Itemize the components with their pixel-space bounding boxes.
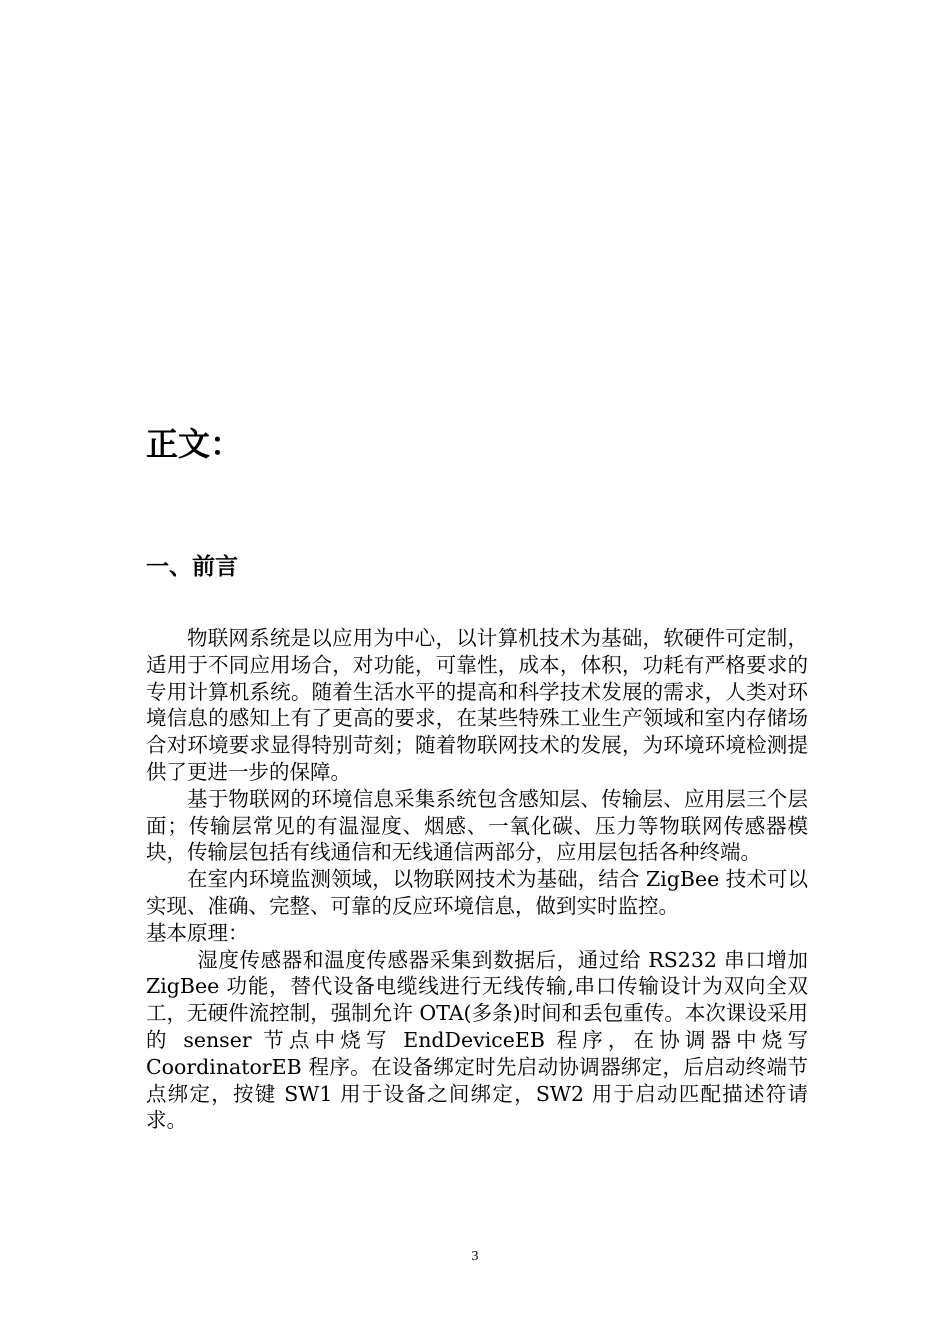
section-heading: 一、前言	[146, 554, 238, 580]
paragraph-basic-principle: 湿度传感器和温度传感器采集到数据后，通过给 RS232 串口增加 ZigBee 功能，替代设备电缆线进行无线传输,串口传输设计为双向全双工，无硬件流控制，强制允许 OTA(多条)时间和丢包重传。本次课设采用的 senser 节点中烧写 EndDeviceEB 程序，在协调器中烧写 CoordinatorEB 程序。在设备绑定时先启动协调器绑定，后启动终端节点绑定，按键 SW1 用于设备之间绑定，SW2 用于启动匹配描述符请求。	[146, 947, 808, 1133]
paragraph-introduction: 物联网系统是以应用为中心，以计算机技术为基础，软硬件可定制，适用于不同应用场合，对功能，可靠性，成本，体积，功耗有严格要求的专用计算机系统。随着生活水平的提高和科学技术发展的需求，人类对环境信息的感知上有了更高的要求，在某些特殊工业生产领域和室内存储场合对环境要求显得特别苛刻；随着物联网技术的发展，为环境环境检测提供了更进一步的保障。	[146, 626, 808, 784]
page-number: 3	[471, 1249, 479, 1264]
paragraph-basic-principle-label: 基本原理：	[146, 920, 249, 945]
document-title: 正文：	[146, 425, 243, 463]
paragraph-indoor-monitoring: 在室内环境监测领域，以物联网技术为基础，结合 ZigBee 技术可以实现、准确、完整、可靠的反应环境信息，做到实时监控。	[146, 867, 808, 918]
body-text	[146, 625, 808, 1134]
paragraph-system-layers: 基于物联网的环境信息采集系统包含感知层、传输层、应用层三个层面；传输层常见的有温湿度、烟感、一氧化碳、压力等物联网传感器模块，传输层包括有线通信和无线通信两部分，应用层包括各种终端。	[146, 786, 808, 865]
